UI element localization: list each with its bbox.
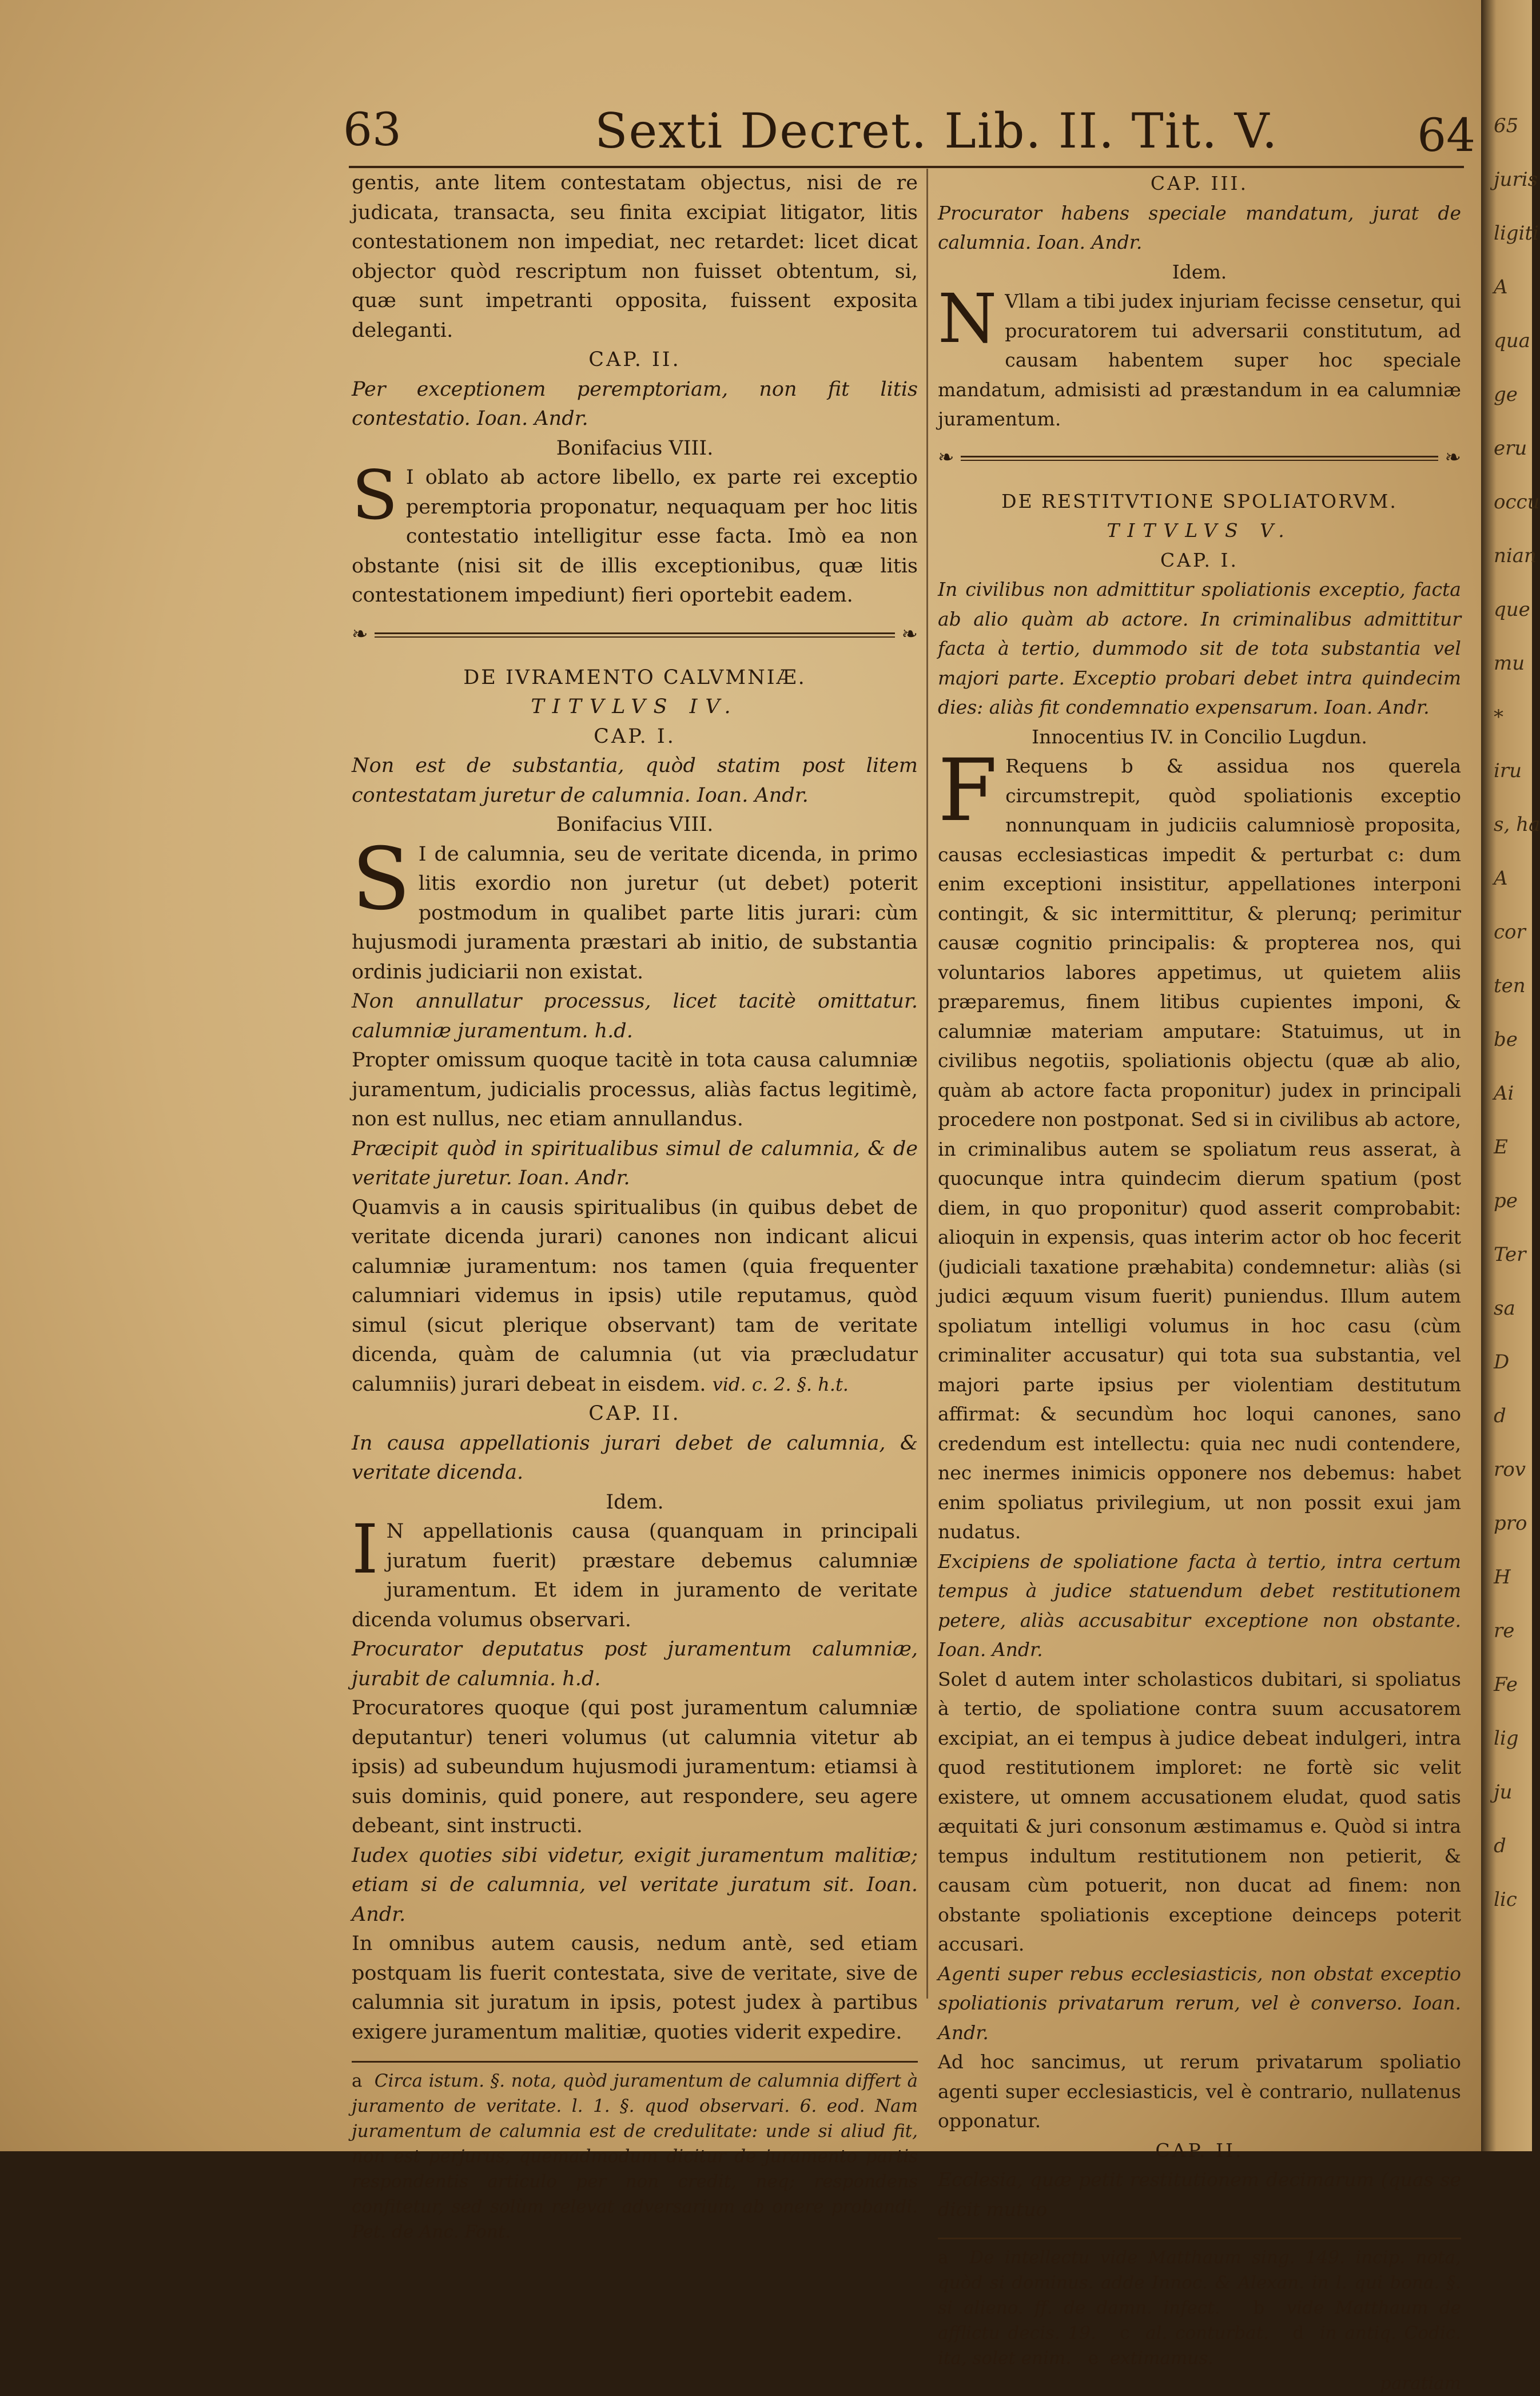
chapter-summary: Præcipit quòd in spiritualibus simul de calumnia, & de veritate juretur. Ioan. Andr. bbox=[352, 1137, 918, 1189]
chapter-summary: Agenti super rebus ecclesiasticis, non obstat exceptio spoliationis privatarum rerum, vel è converso. Ioan. Andr. bbox=[938, 1962, 1461, 2044]
drop-cap: S bbox=[352, 456, 398, 535]
chapter-heading: CAP. II. bbox=[588, 348, 681, 371]
chapter-heading: CAP. I. bbox=[1160, 548, 1239, 571]
chapter-summary: Non annullatur processus, licet tacitè omittatur. calumniæ juramentum. h.d. bbox=[352, 990, 918, 1042]
author-line: Idem. bbox=[606, 1490, 664, 1514]
page-number-right: 64 bbox=[1417, 109, 1475, 162]
right-column bbox=[938, 169, 1461, 2396]
chapter-text: F Requens b & assidua nos querela circumstrepit, quòd spoliationis exceptio nonnunquam in judiciis calumniosè proposita, causas ecclesiasticas impedit & perturbat c: dum enim exceptioni insistitur, appellationes interponi contingit, & sic intermittitur, & plerunq; perimitur causæ cognitio principalis: & propterea nos, qui voluntarios labores appetimus, ut quietem aliis præparemus, finem litibus cupientes imponi, & calumniæ materiam amputare: Statuimus, ut in civilibus negotiis, spoliationis objectu (quæ ab alio, quàm ab actore facta proponitur) judex in principali procedere non postponat. Sed si in civilibus ab actore, in criminalibus autem se spoliatum reus asserat, à quocunque intra quindecim dierum spatium (post diem, in quo proponitur) quod asserit comprobabit: alioquin in expensis, quas interim actor ob hoc fecerit (judiciali taxatione præhabita) condemnetur: aliàs (si judici æquum visum fuerit) puniendus. Illum autem spoliatum intelligi volumus in hoc casu (cùm criminaliter accusatur) qui tota sua substantia, vel majori parte ipsius per violentiam destitutum affirmat: & secundùm hoc loqui canones, sano credendum est intellectu: quia nec nudi contendere, nec inermes inimicis opponere nos debemus: habet enim spoliatus privilegium, ut non possit exui jam nudatus. bbox=[938, 741, 1461, 1543]
next-page-fragment: be bbox=[1494, 1028, 1518, 1051]
chapter-text: Quamvis a in causis spiritualibus (in quibus debet de veritate dicenda jurari) canones non indicant alicui calumniæ juramentum: nos tamen (quia frequenter calumniari videmus in ipsis) utile reputamus, quòd simul (sicut plerique observant) tam de veritate dicenda, quàm de calumnia (ut via præcludatur calumniis) jurari debeat in eisdem. vid. c. 2. §. h.t. bbox=[352, 1196, 918, 1396]
next-page-fragment: ten bbox=[1494, 974, 1526, 997]
titulus-heading: TITVLVS V. bbox=[1107, 519, 1292, 542]
next-page-fragment: A bbox=[1494, 867, 1508, 890]
next-page-fragment: Ter bbox=[1494, 1243, 1526, 1266]
chapter-summary: In civilibus non admittitur spoliationis exceptio, facta ab alio quàm ab actore. In criminalibus admittitur facta à tertio, dummodo sit de tota substantia vel majori parte. Exceptio probari debet intra quindecim dies: aliàs fit condemnatio expensarum. Ioan. Andr. bbox=[938, 578, 1461, 718]
footnote-mark: a bbox=[938, 2247, 949, 2268]
chapter-text: Procuratores quoque (qui post juramentum calumniæ deputantur) teneri volumus (ut calumnia vitetur ab ipsis) ad subeundum hujusmodi juramentum: etiamsi à suis dominis, quid ponere, aut respondere, seu agere debeant, sint instructi. bbox=[352, 1697, 918, 1837]
next-page-fragment: A bbox=[1494, 276, 1508, 298]
footnote-mark: c bbox=[1120, 2323, 1130, 2343]
next-page-fragment: lic bbox=[1494, 1888, 1517, 1911]
next-page-fragment: mu bbox=[1494, 652, 1525, 675]
author-line: Innocentius IV. in Concilio Lugdun. bbox=[1032, 725, 1367, 748]
chapter-text: N Vllam a tibi judex injuriam fecisse censetur, qui procuratorem tui adversarii constitutum, ad causam habentem super hoc speciale mandatum, admisisti ad præstandum in ea calumniæ juramentum. bbox=[938, 279, 1461, 430]
next-page-edge bbox=[1481, 0, 1540, 2151]
next-page-fragment: occu bbox=[1494, 491, 1540, 514]
next-page-fragment: ligiti bbox=[1494, 222, 1539, 245]
footnote-mark: b bbox=[1253, 2298, 1265, 2318]
next-page-fragment: Fe bbox=[1494, 1673, 1518, 1696]
next-page-fragment: sa bbox=[1494, 1297, 1515, 1320]
next-page-fragment: H bbox=[1494, 1566, 1511, 1589]
section-title: DE RESTITVTIONE SPOLIATORVM. bbox=[1001, 489, 1398, 512]
catchword: paratiam bbox=[1380, 2373, 1461, 2394]
running-header bbox=[343, 103, 1475, 166]
author-line: Idem. bbox=[1172, 260, 1227, 283]
chapter-text: Solet d autem inter scholasticos dubitari, si spoliatus à tertio, de spoliatione contra suum accusatorem excipiat, an ei tempus à judice debeat indulgeri, intra quod restitutionem imploret: ne fortè sic velit existere, ut omnem accusationem eludat, quod satis æquitati & juri consonum æstimamus e. Quòd si intra tempus indultum restitutionem non petierit, & causam cùm potuerit, non ducat ad finem: non obstante spoliationis exceptione deinceps poterit accusari. bbox=[938, 1667, 1461, 1955]
chapter-summary: Per exceptionem peremptoriam, non fit litis contestatio. Ioan. Andr. bbox=[352, 377, 918, 430]
next-page-fragment: pro bbox=[1494, 1512, 1527, 1535]
chapter-heading: CAP. II. bbox=[588, 1402, 681, 1425]
column-divider bbox=[926, 169, 928, 1999]
footnote-mark: d bbox=[1292, 2323, 1304, 2343]
footnote: a Circa istum. §. nota, quòd juramentum de calumnia differt à juramento de veritate. l. 1. §. quod observari. 6. eod. Nam juramentum de calumnia est de credulitate: unde si aliud fit, non est perjurus, quemadmodum dicitur de juramento partis respondentis articulo per non credit, neq; respondens confitetur, sed solùm relevat adversarium ab onere probandi. Pet. de Anc. Font. bbox=[352, 2071, 918, 2242]
next-page-fragment: juris bbox=[1494, 168, 1538, 191]
next-page-fragment: Ai bbox=[1494, 1082, 1514, 1105]
next-page-fragment: s, ha bbox=[1494, 813, 1540, 836]
next-page-fragment: eru bbox=[1494, 437, 1527, 460]
next-page-fragment: D bbox=[1494, 1351, 1510, 1374]
next-page-fragment: * bbox=[1494, 706, 1503, 729]
next-page-fragment: d bbox=[1494, 1834, 1506, 1857]
next-page-fragment: E bbox=[1494, 1136, 1508, 1159]
chapter-summary: Procurator deputatus post juramentum calumniæ, jurabit de calumnia. h.d. bbox=[352, 1638, 918, 1690]
drop-cap: F bbox=[938, 741, 998, 841]
footnote-rule bbox=[938, 2238, 1461, 2239]
chapter-heading: CAP. III. bbox=[1150, 172, 1249, 194]
footnote: a De intellectu vide Matthaum sing. 149. incip. nota, quòd si dominus. adde Innoc. & Alexan. in l. qui bona. §. si alieno. ff. de damn. infect. b vide Matthaum de afflictu decis. 19. c al. conturbat. d in antiq. Codic. ita, solet enim. e extimamus. bbox=[938, 2247, 1462, 2369]
next-page-fragment: qua bbox=[1494, 329, 1530, 352]
chapter-text: Propter omissum quoque tacitè in tota causa calumniæ juramentum, judicialis processus, aliàs factus legitimè, non est nullus, nec etiam annullandus. bbox=[352, 1049, 918, 1131]
next-page-fragment: lig bbox=[1494, 1727, 1519, 1750]
continued-paragraph: gentis, ante litem contestatam objectus, nisi de re judicata, transacta, seu finita excipiat litigator, litis contestationem non impediat, nec retardet: licet dicat objector quòd rescriptum non fuisset obtentum, si, quæ sunt impetranti opposita, fuissent exposita deleganti. bbox=[352, 172, 918, 342]
chapter-heading: CAP. I. bbox=[594, 725, 676, 748]
drop-cap: S bbox=[352, 829, 411, 929]
author-line: Bonifacius VIII. bbox=[556, 436, 714, 460]
author-line: Bonifacius VIII. bbox=[556, 813, 714, 836]
next-page-fragment: cor bbox=[1494, 921, 1526, 944]
chapter-summary: Iudex quoties sibi videtur, exigit juramentum malitiæ; etiam si de calumnia, vel veritate juratum sit. Ioan. Andr. bbox=[352, 1844, 918, 1926]
chapter-text: S I de calumnia, seu de veritate dicenda, in primo litis exordio non juretur (ut debet) poterit postmodum in qualibet parte litis jurari: cùm hujusmodi juramenta præstari ab initio, de substantia ordinis judiciarii non existat. bbox=[352, 829, 918, 984]
chapter-heading: CAP. II. bbox=[1155, 2139, 1244, 2162]
footnote-mark: a bbox=[352, 2071, 363, 2091]
next-page-fragment: ju bbox=[1494, 1781, 1513, 1804]
next-page-fragment: ge bbox=[1494, 383, 1518, 406]
chapter-summary: Excipiens de spoliatione facta à tertio, intra certum tempus à judice statuendum debet restitutionem petere, aliàs accusabitur exceptione non obstante. Ioan. Andr. bbox=[938, 1550, 1461, 1661]
chapter-summary: Ecclesia, quæ petit restitutionem decimarum (quas se dicit mutuo bbox=[938, 2168, 1461, 2220]
header-rule bbox=[349, 166, 1464, 168]
chapter-summary: Non est de substantia, quòd statim post litem contestatam juretur de calumnia. Ioan. Andr. bbox=[352, 754, 918, 807]
section-title: DE IVRAMENTO CALVMNIÆ. bbox=[463, 666, 806, 689]
drop-cap: I bbox=[352, 1510, 379, 1589]
handwritten-note: vid. c. 2. §. h.t. bbox=[712, 1373, 849, 1395]
chapter-summary: In causa appellationis jurari debet de calumnia, & veritate dicenda. bbox=[352, 1431, 918, 1484]
chapter-text: I N appellationis causa (quanquam in principali juratum fuerit) præstare debemus calumniæ juramentum. Et idem in juramento de veritate dicenda volumus observari. bbox=[352, 1510, 918, 1631]
next-page-fragment: re bbox=[1494, 1619, 1515, 1642]
page-number-left: 63 bbox=[343, 103, 401, 156]
titulus-heading: TITVLVS IV. bbox=[531, 695, 739, 718]
next-page-fragment: rov bbox=[1494, 1458, 1526, 1481]
drop-cap: N bbox=[938, 279, 997, 358]
running-title: Sexti Decret. Lib. II. Tit. V. bbox=[595, 103, 1279, 159]
chapter-text: S I oblato ab actore libello, ex parte rei exceptio peremptoria proponatur, nequaquam per hoc litis contestatio intelligitur esse facta. Imò ea non obstante (nisi sit de illis exceptionibus, quæ litis contestationem impediunt) fieri oportebit eadem. bbox=[352, 456, 918, 607]
left-column bbox=[352, 169, 918, 2244]
chapter-text: In omnibus autem causis, nedum antè, sed etiam postquam lis fuerit contestata, sive de veritate, sive de calumnia sit juratum in ipsis, potest judex à partibus exigere juramentum malitiæ, quoties viderit expedire. bbox=[352, 1932, 918, 2044]
footnote-mark: e bbox=[1088, 2348, 1099, 2369]
next-page-fragment: 65 bbox=[1494, 114, 1519, 137]
next-page-fragment: iru bbox=[1494, 759, 1522, 782]
next-page-fragment: nian bbox=[1494, 544, 1537, 567]
footnote-rule bbox=[352, 2061, 918, 2063]
chapter-text: Ad hoc sancimus, ut rerum privatarum spoliatio agenti super ecclesiasticis, vel è contrario, nullatenus opponatur. bbox=[938, 2051, 1461, 2132]
next-page-fragment: d bbox=[1494, 1404, 1506, 1427]
next-page-fragment: pe bbox=[1494, 1189, 1518, 1212]
next-page-fragment: que bbox=[1494, 598, 1530, 621]
ornament-divider bbox=[352, 623, 918, 646]
ornament-divider bbox=[938, 447, 1461, 469]
chapter-summary: Procurator habens speciale mandatum, jurat de calumnia. Ioan. Andr. bbox=[938, 201, 1461, 253]
